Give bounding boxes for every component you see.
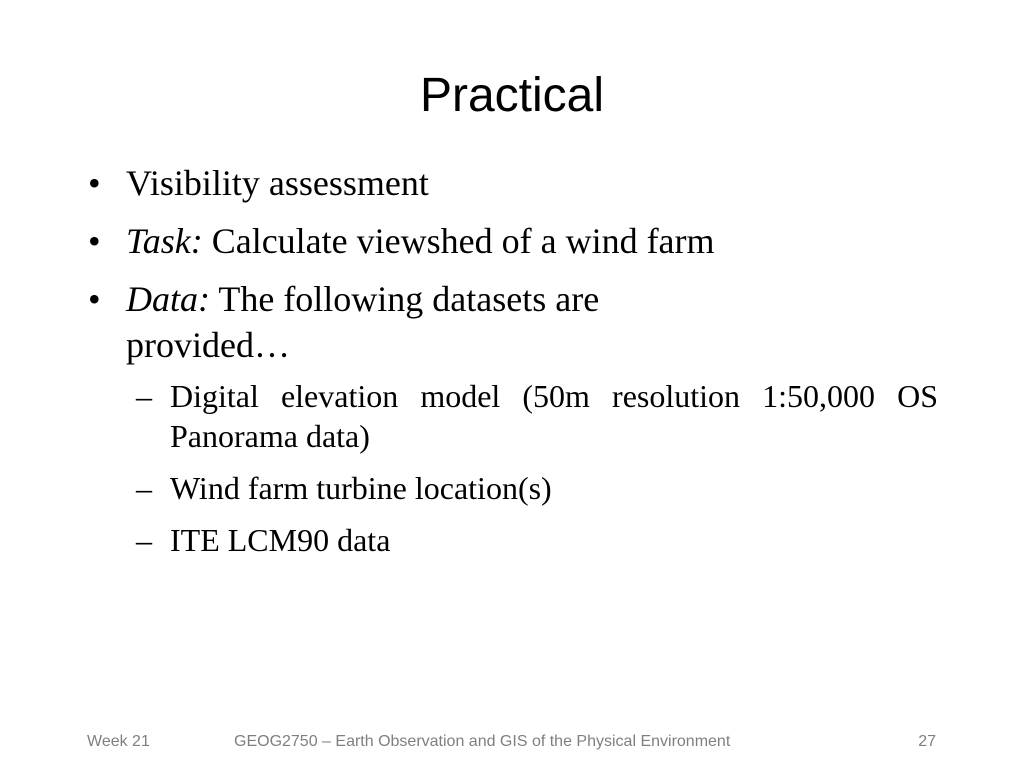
dash-icon: – bbox=[136, 470, 152, 506]
slide-body bbox=[88, 160, 938, 572]
bullet-item bbox=[88, 160, 938, 206]
bullet-icon: • bbox=[88, 279, 101, 319]
bullet-text-body: Calculate viewshed of a wind farm bbox=[202, 221, 715, 261]
dash-icon: – bbox=[136, 378, 152, 414]
sub-bullet-text: Digital elevation model (50m resolution 1:50,000 OS Panorama data) bbox=[170, 378, 938, 454]
slide-title: Practical bbox=[419, 69, 605, 122]
sub-bullet-list bbox=[88, 376, 938, 560]
bullet-item bbox=[88, 276, 938, 368]
bullet-text bbox=[126, 160, 726, 206]
sub-bullet-text: Wind farm turbine location(s) bbox=[170, 470, 552, 506]
sub-bullet-item bbox=[88, 520, 938, 560]
bullet-icon: • bbox=[88, 221, 101, 261]
footer-week: Week 21 bbox=[87, 733, 150, 750]
dash-icon: – bbox=[136, 522, 152, 558]
bullet-text-body: Visibility assessment bbox=[126, 163, 429, 203]
bullet-text-body: The following datasets are provided… bbox=[126, 279, 600, 365]
sub-bullet-item bbox=[88, 376, 938, 456]
bullet-text bbox=[126, 276, 726, 368]
footer-course-title: GEOG2750 – Earth Observation and GIS of the Physical Environment bbox=[234, 733, 731, 750]
bullet-lead: Data: bbox=[126, 279, 210, 319]
sub-bullet-text: ITE LCM90 data bbox=[170, 522, 391, 558]
bullet-icon: • bbox=[88, 163, 101, 203]
bullet-text bbox=[126, 218, 726, 264]
sub-bullet-item bbox=[88, 468, 938, 508]
bullet-lead: Task: bbox=[126, 221, 203, 261]
footer-page-number: 27 bbox=[918, 733, 936, 750]
bullet-item bbox=[88, 218, 938, 264]
